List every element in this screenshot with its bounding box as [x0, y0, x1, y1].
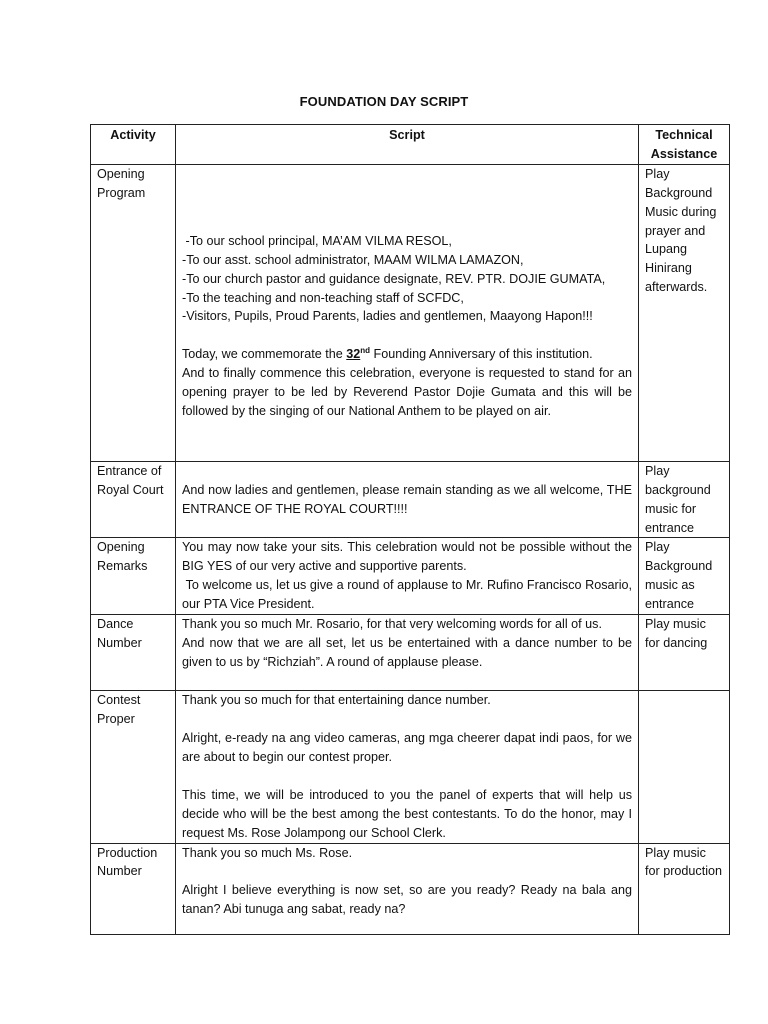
technical-cell: Play Background Music during prayer and Lupang Hinirang afterwards.: [639, 164, 730, 461]
script-cell: [176, 461, 639, 538]
technical-cell: Play music for dancing: [639, 615, 730, 691]
anniversary-suffix: nd: [360, 346, 371, 356]
script-paragraph: To welcome us, let us give a round of applause to Mr. Rufino Francisco Rosario, our PTA Vice President.: [182, 578, 636, 612]
script-paragraph: Thank you so much Mr. Rosario, for that very welcoming words for all of us.: [182, 617, 602, 632]
script-cell: [176, 615, 639, 691]
script-paragraph: You may now take your sits. This celebration would not be possible without the BIG YES of our very active and supportive parents.: [182, 540, 632, 574]
activity-cell: Production Number: [91, 843, 176, 934]
script-paragraph: And now ladies and gentlemen, please remain standing as we all welcome, THE ENTRANCE OF THE ROYAL COURT!!!!: [182, 482, 632, 516]
script-paragraph: Alright, e-ready na ang video cameras, ang mga cheerer dapat indi paos, for we are about to begin our contest proper.: [182, 730, 632, 764]
technical-cell: Play Background music as entrance: [639, 538, 730, 615]
script-line: -Visitors, Pupils, Proud Parents, ladies and gentlemen, Maayong Hapon!!!: [182, 309, 593, 324]
table-row: [91, 691, 730, 843]
script-line: -To our asst. school administrator, MAAM WILMA LAMAZON,: [182, 252, 524, 267]
technical-cell: Play background music for entrance: [639, 461, 730, 538]
script-cell: [176, 164, 639, 461]
header-activity: Activity: [91, 125, 176, 165]
table-row: [91, 843, 730, 934]
activity-cell: Dance Number: [91, 615, 176, 691]
script-paragraph: And now that we are all set, let us be entertained with a dance number to be given to us by “Richziah”. A round of applause please.: [182, 635, 632, 669]
table-row: [91, 461, 730, 538]
anniversary-text: [182, 345, 632, 364]
script-line: -To our school principal, MA’AM VILMA RESOL,: [182, 233, 452, 248]
anniversary-before: Today, we commemorate the: [182, 347, 347, 362]
anniversary-after: Founding Anniversary of this institution.: [370, 347, 593, 362]
table-header-row: [91, 125, 730, 165]
script-cell: [176, 691, 639, 843]
activity-cell: Opening Program: [91, 164, 176, 461]
script-table: [90, 124, 730, 935]
technical-cell: [639, 691, 730, 843]
table-row: [91, 615, 730, 691]
script-line: -To our church pastor and guidance designate, REV. PTR. DOJIE GUMATA,: [182, 271, 606, 286]
script-paragraph: Thank you so much Ms. Rose.: [182, 845, 353, 860]
script-paragraph: Thank you so much for that entertaining dance number.: [182, 693, 491, 708]
script-cell: [176, 538, 639, 615]
anniversary-number: 32: [346, 347, 361, 362]
activity-cell: Entrance of Royal Court: [91, 461, 176, 538]
script-line: -To the teaching and non-teaching staff of SCFDC,: [182, 290, 464, 305]
table-row: [91, 164, 730, 461]
activity-cell: Contest Proper: [91, 691, 176, 843]
activity-cell: Opening Remarks: [91, 538, 176, 615]
script-paragraph: And to finally commence this celebration, everyone is requested to stand for an opening prayer to be led by Reverend Pastor Dojie Gumata and this will be followed by the singing of our National Anthem to be played on air.: [182, 366, 632, 419]
page-title: FOUNDATION DAY SCRIPT: [299, 94, 469, 109]
script-cell: [176, 843, 639, 934]
technical-cell: Play music for production: [639, 843, 730, 934]
script-paragraph: Alright I believe everything is now set, so are you ready? Ready na bala ang tanan? Abi tunuga ang sabat, ready na?: [182, 883, 632, 917]
header-technical-assistance: Technical Assistance: [639, 125, 730, 165]
table-row: [91, 538, 730, 615]
header-script: Script: [176, 125, 639, 165]
script-paragraph: This time, we will be introduced to you the panel of experts that will help us decide who will be the best among the best contestants. To do the honor, may I request Ms. Rose Jolampong our School Clerk.: [182, 787, 632, 840]
